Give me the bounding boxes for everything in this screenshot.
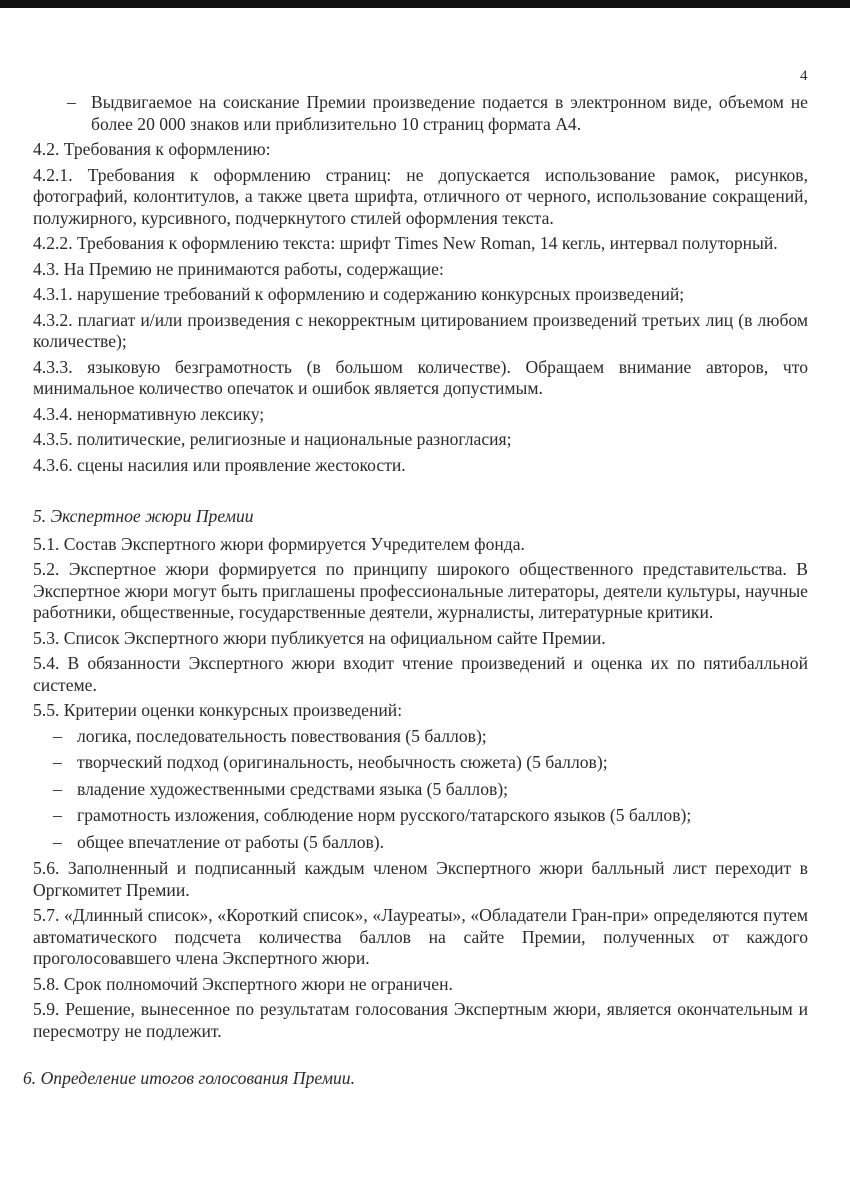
paragraph: 4.3.6. сцены насилия или проявление жестокости. <box>33 454 406 475</box>
criterion-text: логика, последовательность повествования (5 баллов); <box>77 725 487 746</box>
paragraph: 5.5. Критерии оценки конкурсных произведений: <box>33 700 403 720</box>
criterion-text: владение художественными средствами языка (5 баллов); <box>77 778 509 799</box>
criterion-text: творческий подход (оригинальность, необычность сюжета) (5 баллов); <box>77 752 608 772</box>
dash-bullet: – <box>67 92 76 112</box>
paragraph: 4.3.4. ненормативную лексику; <box>33 403 265 424</box>
section-6-heading: 6. Определение итогов голосования Премии. <box>23 1068 355 1088</box>
paragraph: 5.3. Список Экспертного жюри публикуется на официальном сайте Премии. <box>33 627 606 648</box>
list-item <box>33 779 808 801</box>
criteria-list <box>33 726 808 854</box>
paragraph: 4.3.3. языковую безграмотность (в большом количестве). Обращаем внимание авторов, что минимальное количество опечаток и ошибок является допустимым. <box>33 356 808 398</box>
list-item <box>33 752 808 774</box>
paragraph: 4.3.1. нарушение требований к оформлению и содержанию конкурсных произведений; <box>33 284 685 304</box>
paragraph: 4.2.1. Требования к оформлению страниц: не допускается использование рамок, рисунков, фотографий, колонтитулов, а также цвета шрифта, отличного от черного, использование сокращений, полужирного, курсивного, подчеркнутого стилей оформления текста. <box>33 164 808 228</box>
criterion-text: грамотность изложения, соблюдение норм русского/татарского языков (5 баллов); <box>77 805 692 825</box>
paragraph: 5.7. «Длинный список», «Короткий список», «Лауреаты», «Обладатели Гран-при» определяются путем автоматического подсчета количества баллов на сайте Премии, полученных от каждого проголосовавшего члена Экспертного жюри. <box>33 905 808 968</box>
paragraph: 4.3. На Премию не принимаются работы, содержащие: <box>33 258 444 279</box>
paragraph: 5.8. Срок полномочий Экспертного жюри не ограничен. <box>33 973 453 994</box>
list-item <box>33 832 808 854</box>
list-item <box>33 726 808 748</box>
section-5-heading: 5. Экспертное жюри Премии <box>33 506 254 526</box>
list-item <box>33 805 808 827</box>
dash-bullet: – <box>53 752 62 772</box>
paragraph: 4.3.2. плагиат и/или произведения с некорректным цитированием произведений третьих лиц (в любом количестве); <box>33 309 808 351</box>
paragraph: 4.2. Требования к оформлению: <box>33 139 271 159</box>
intro-list-item <box>33 92 808 135</box>
paragraph: 4.3.5. политические, религиозные и национальные разногласия; <box>33 429 512 449</box>
dash-bullet: – <box>53 778 62 799</box>
paragraph: 5.9. Решение, вынесенное по результатам голосования Экспертным жюри, является окончательным и пересмотру не подлежит. <box>33 999 808 1041</box>
paragraph: 5.2. Экспертное жюри формируется по принципу широкого общественного представительства. В Экспертное жюри могут быть приглашены профессиональные литераторы, деятели культуры, научные работники, общественные, государственные деятели, журналисты, литературные критики. <box>33 559 808 622</box>
dash-bullet: – <box>53 805 62 825</box>
document-body <box>23 92 808 1094</box>
page-number: 4 <box>800 68 808 84</box>
paragraph: 5.4. В обязанности Экспертного жюри входит чтение произведений и оценка их по пятибалльной системе. <box>33 653 808 695</box>
dash-bullet: – <box>53 831 62 852</box>
intro-item-text: Выдвигаемое на соискание Премии произведение подается в электронном виде, объемом не более 20 000 знаков или приблизительно 10 страниц формата А4. <box>91 92 808 134</box>
paragraph: 5.1. Состав Экспертного жюри формируется Учредителем фонда. <box>33 533 525 554</box>
scan-edge <box>0 0 850 8</box>
criterion-text: общее впечатление от работы (5 баллов). <box>77 831 385 852</box>
paragraph: 4.2.2. Требования к оформлению текста: шрифт Times New Roman, 14 кегль, интервал полуторный. <box>33 233 778 253</box>
dash-bullet: – <box>53 725 62 746</box>
paragraph: 5.6. Заполненный и подписанный каждым членом Экспертного жюри балльный лист переходит в Оргкомитет Премии. <box>33 858 808 900</box>
